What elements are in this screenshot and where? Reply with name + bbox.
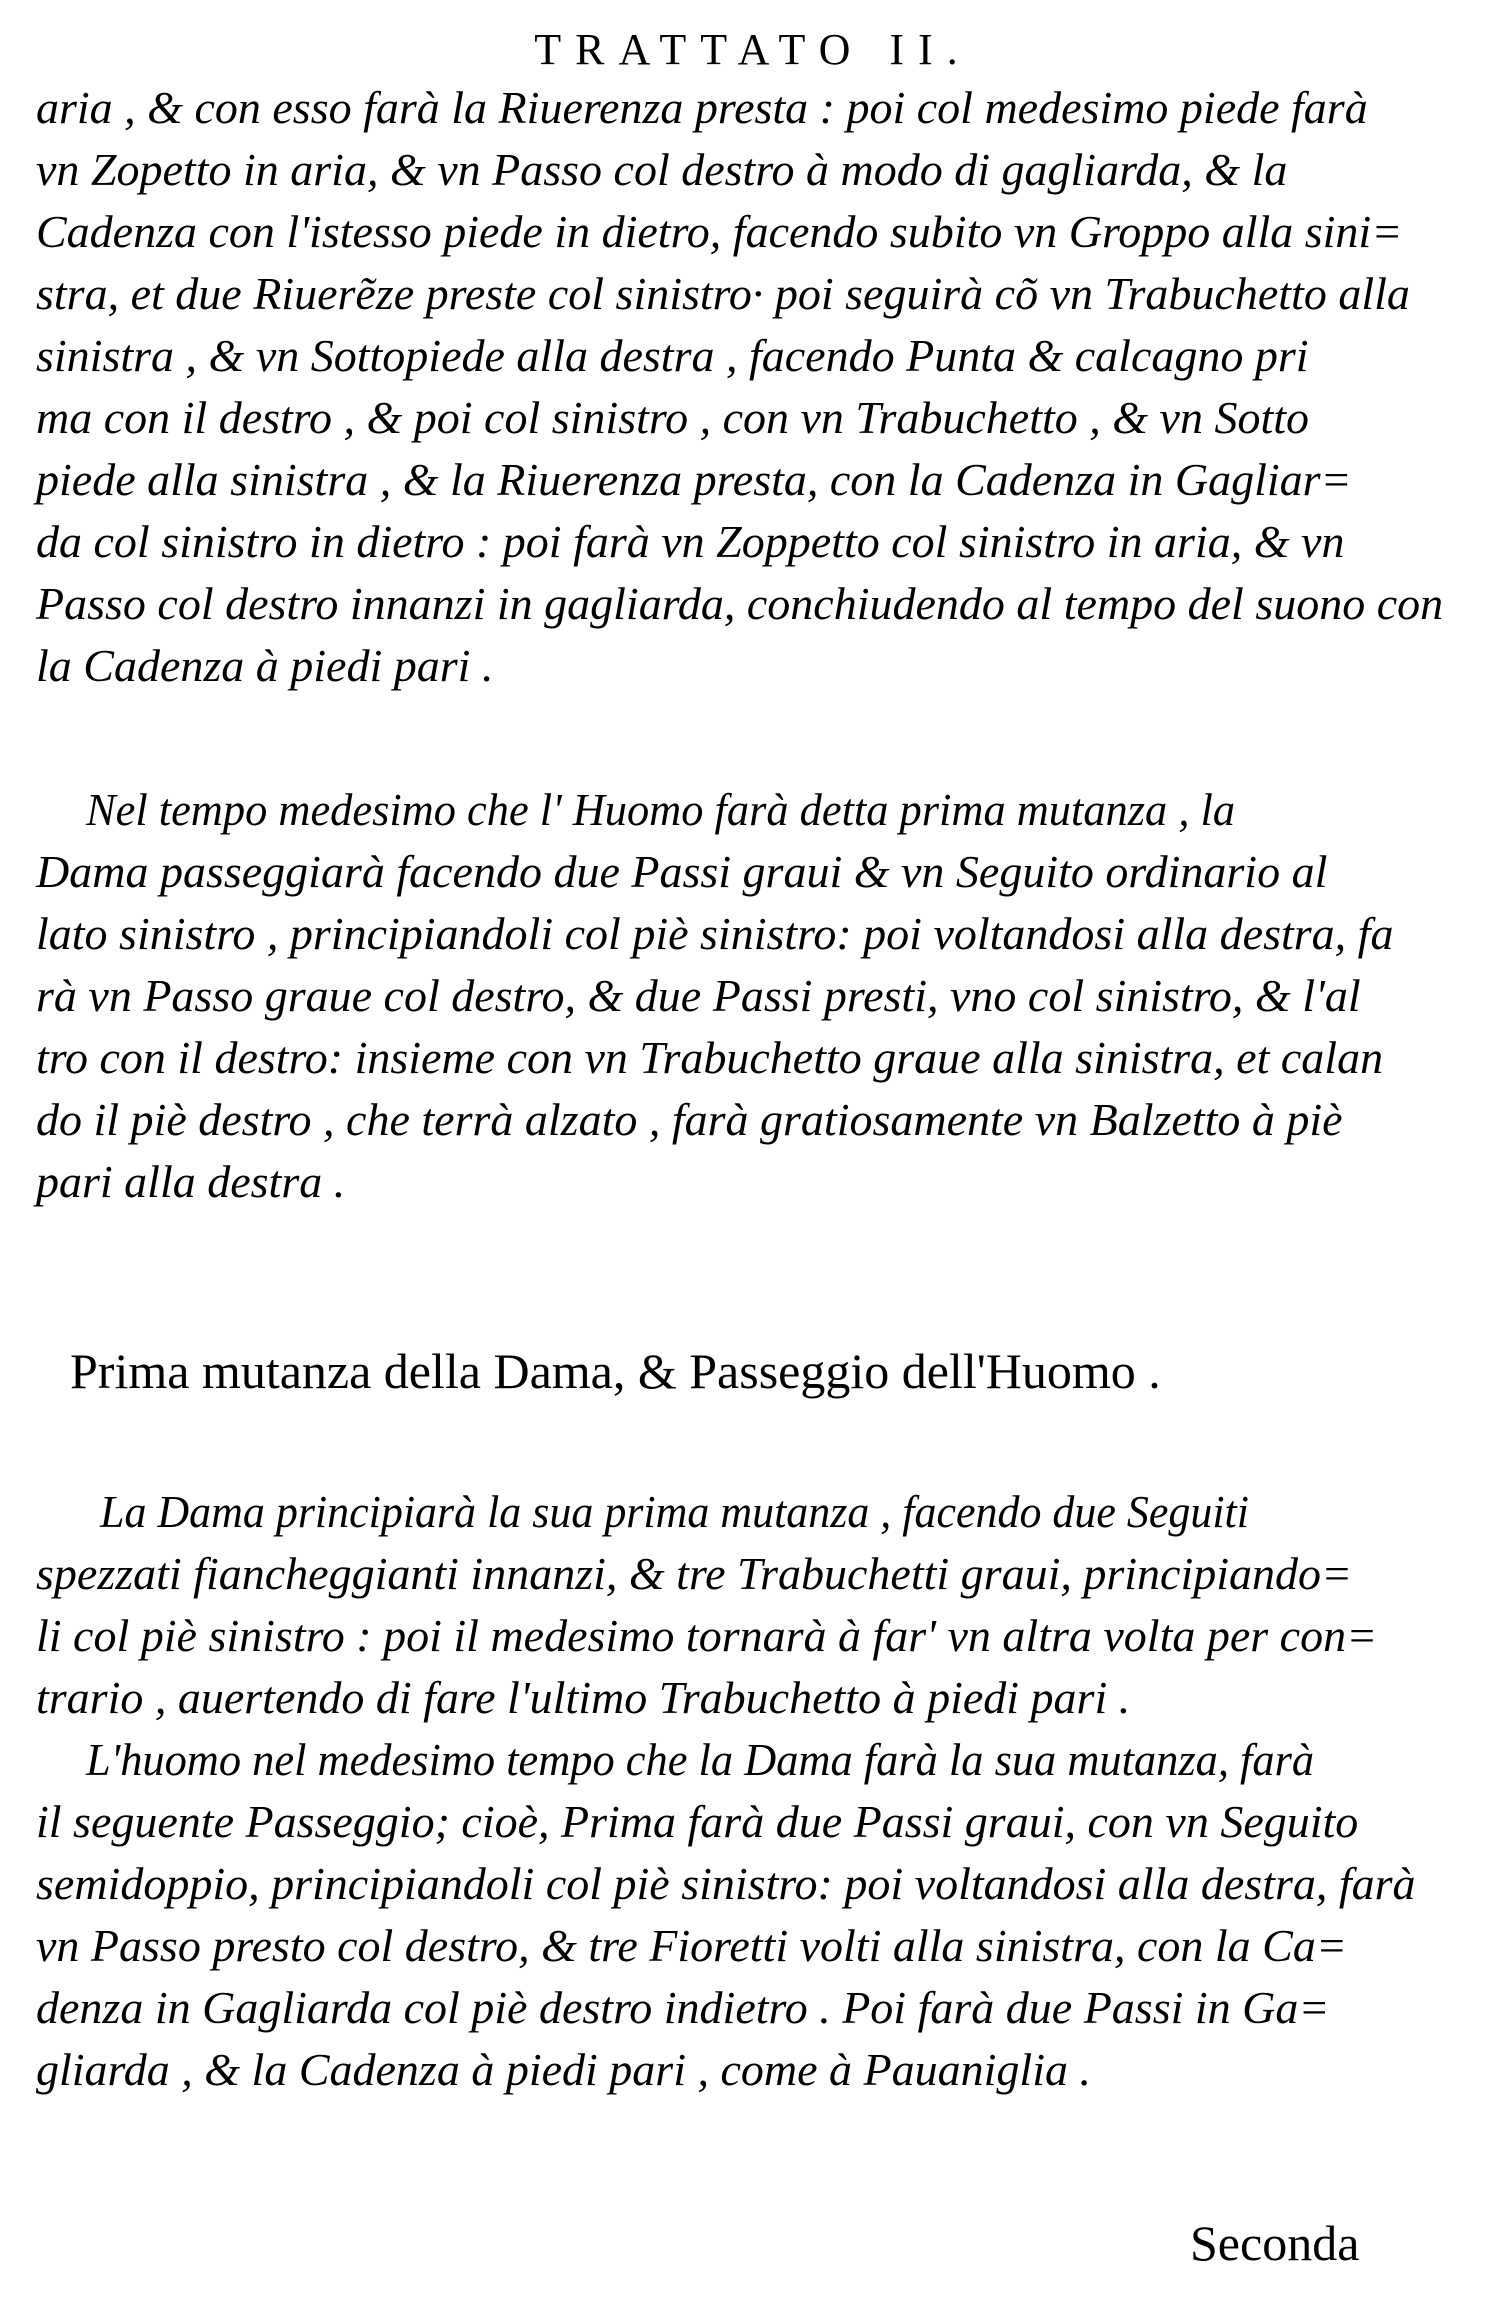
- text-line: spezzati fiancheggianti innanzi, & tre Trabuchetti graui, principiando=: [36, 1548, 1353, 1599]
- text-line: do il piè destro , che terrà alzato , farà gratiosamente vn Balzetto à piè: [36, 1094, 1343, 1145]
- text-line: semidoppio, principiandoli col piè sinistro: poi voltandosi alla destra, farà: [36, 1858, 1416, 1909]
- text-line: piede alla sinistra , & la Riuerenza presta, con la Cadenza in Gagliar=: [36, 454, 1352, 505]
- text-line: lato sinistro , principiandoli col piè sinistro: poi voltandosi alla destra, fa: [36, 908, 1394, 959]
- text-line: denza in Gagliarda col piè destro indietro . Poi farà due Passi in Ga=: [36, 1982, 1330, 2033]
- text-line: sinistra , & vn Sottopiede alla destra , facendo Punta & calcagno pri: [36, 330, 1309, 381]
- text-line: stra, et due Riuerẽze preste col sinistro· poi seguirà cõ vn Trabuchetto alla: [36, 268, 1410, 319]
- text-line: da col sinistro in dietro : poi farà vn Zoppetto col sinistro in aria, & vn: [36, 516, 1345, 567]
- text-line: aria , & con esso farà la Riuerenza presta : poi col medesimo piede farà: [36, 82, 1368, 133]
- text-line: pari alla destra .: [36, 1156, 346, 1207]
- text-line: trario , auertendo di fare l'ultimo Trabuchetto à piedi pari .: [36, 1672, 1131, 1723]
- text-line: L'huomo nel medesimo tempo che la Dama farà la sua mutanza, farà: [86, 1734, 1315, 1785]
- section-title: Prima mutanza della Dama, & Passeggio dell'Huomo .: [70, 1343, 1161, 1399]
- text-line: vn Zopetto in aria, & vn Passo col destro à modo di gagliarda, & la: [36, 144, 1288, 195]
- text-line: Passo col destro innanzi in gagliarda, conchiudendo al tempo del suono con: [36, 578, 1444, 629]
- text-line: Nel tempo medesimo che l' Huomo farà detta prima mutanza , la: [86, 784, 1236, 835]
- text-line: gliarda , & la Cadenza à piedi pari , come à Pauaniglia .: [36, 2044, 1091, 2095]
- text-line: il seguente Passeggio; cioè, Prima farà due Passi graui, con vn Seguito: [36, 1796, 1359, 1847]
- text-line: La Dama principiarà la sua prima mutanza , facendo due Seguiti: [100, 1486, 1249, 1537]
- text-line: li col piè sinistro : poi il medesimo tornarà à far' vn altra volta per con=: [36, 1610, 1378, 1661]
- text-line: la Cadenza à piedi pari .: [36, 640, 494, 691]
- text-line: ma con il destro , & poi col sinistro , con vn Trabuchetto , & vn Sotto: [36, 392, 1310, 443]
- text-line: Dama passeggiarà facendo due Passi graui & vn Seguito ordinario al: [36, 846, 1328, 897]
- text-line: vn Passo presto col destro, & tre Fioretti volti alla sinistra, con la Ca=: [36, 1920, 1347, 1971]
- running-head: TRATTATO II.: [534, 25, 972, 74]
- text-line: tro con il destro: insieme con vn Trabuchetto graue alla sinistra, et calan: [36, 1032, 1384, 1083]
- text-line: rà vn Passo graue col destro, & due Passi presti, vno col sinistro, & l'al: [36, 970, 1361, 1021]
- catchword: Seconda: [1190, 2215, 1360, 2271]
- text-line: Cadenza con l'istesso piede in dietro, facendo subito vn Groppo alla sini=: [36, 206, 1403, 257]
